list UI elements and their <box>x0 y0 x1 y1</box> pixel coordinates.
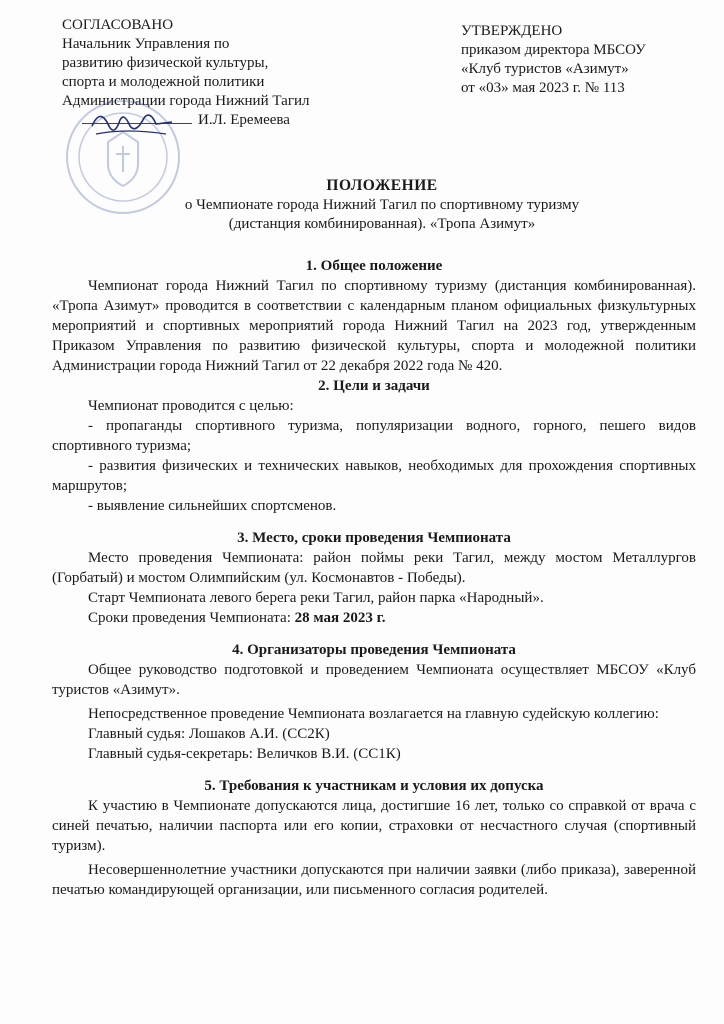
section-heading: 1. Общее положение <box>305 258 443 274</box>
paragraph: Общее руководство подготовкой и проведением Чемпионата осуществляет МБСОУ «Клуб туристов «Азимут». <box>52 662 696 698</box>
event-date: 28 мая 2023 г. <box>294 610 386 626</box>
paragraph: Место проведения Чемпионата: район поймы реки Тагил, между мостом Металлургов (Горбатый) и мостом Олимпийским (ул. Космонавтов - Победы). <box>52 550 696 586</box>
paragraph: К участию в Чемпионате допускаются лица, достигшие 16 лет, только со справкой от врача с синей печатью, наличии паспорта или его копии, страховки от несчастного случая (спортивный туризм). <box>52 798 696 854</box>
approval-heading: СОГЛАСОВАНО <box>62 17 174 33</box>
document-body <box>52 256 696 900</box>
list-item: - выявление сильнейших спортсменов. <box>88 498 337 514</box>
approval-line: приказом директора МБСОУ <box>461 42 646 58</box>
section-heading: 3. Место, сроки проведения Чемпионата <box>237 530 511 546</box>
paragraph: Чемпионат города Нижний Тагил по спортивному туризму (дистанция комбинированная). «Тропа Азимут» проводится в соответствии с календарным планом официальных физкультурных мероприятий и спортивных мероприятий города Нижний Тагил на 2023 год, утвержденным Приказом Управления по развитию физической культуры, спорта и молодежной политики Администрации города Нижний Тагил от 22 декабря 2022 года № 420. <box>52 278 696 374</box>
approval-line: Администрации города Нижний Тагил <box>62 93 310 109</box>
section-heading: 5. Требования к участникам и условия их допуска <box>204 778 544 794</box>
approval-block-right <box>461 22 646 98</box>
list-item: - пропаганды спортивного туризма, популяризации водного, горного, пешего видов спортивного туризма; <box>52 418 696 454</box>
paragraph <box>52 608 696 628</box>
document-subtitle: о Чемпионате города Нижний Тагил по спортивному туризму (дистанция комбинированная). «Тропа Азимут» <box>184 197 580 232</box>
section-heading: 4. Организаторы проведения Чемпионата <box>232 642 516 658</box>
paragraph: Главный судья: Лошаков А.И. (СС2К) <box>88 726 330 742</box>
approval-line: развитию физической культуры, <box>62 55 269 71</box>
approval-heading: УТВЕРЖДЕНО <box>461 23 563 39</box>
paragraph: Чемпионат проводится с целью: <box>88 398 294 414</box>
paragraph: Несовершеннолетние участники допускаются при наличии заявки (либо приказа), заверенной печатью командирующей организации, или письменного согласия родителей. <box>52 862 696 898</box>
handwritten-signature-icon <box>86 104 176 144</box>
paragraph: Старт Чемпионата левого берега реки Тагил, район парка «Народный». <box>88 590 544 606</box>
dates-label: Сроки проведения Чемпионата: <box>88 610 291 626</box>
signer-name: И.Л. Еремеева <box>198 112 290 128</box>
approval-line: спорта и молодежной политики <box>62 74 265 90</box>
document-title-block <box>40 176 724 234</box>
approval-line: от «03» мая 2023 г. № 113 <box>461 80 625 96</box>
document-title: ПОЛОЖЕНИЕ <box>326 177 438 194</box>
approval-line: «Клуб туристов «Азимут» <box>461 61 629 77</box>
section-heading: 2. Цели и задачи <box>318 378 430 394</box>
approval-line: Начальник Управления по <box>62 36 230 52</box>
paragraph: Главный судья-секретарь: Величков В.И. (СС1К) <box>88 746 401 762</box>
paragraph: Непосредственное проведение Чемпионата возлагается на главную судейскую коллегию: <box>88 706 659 722</box>
list-item: - развития физических и технических навыков, необходимых для прохождения спортивных маршрутов; <box>52 458 696 494</box>
